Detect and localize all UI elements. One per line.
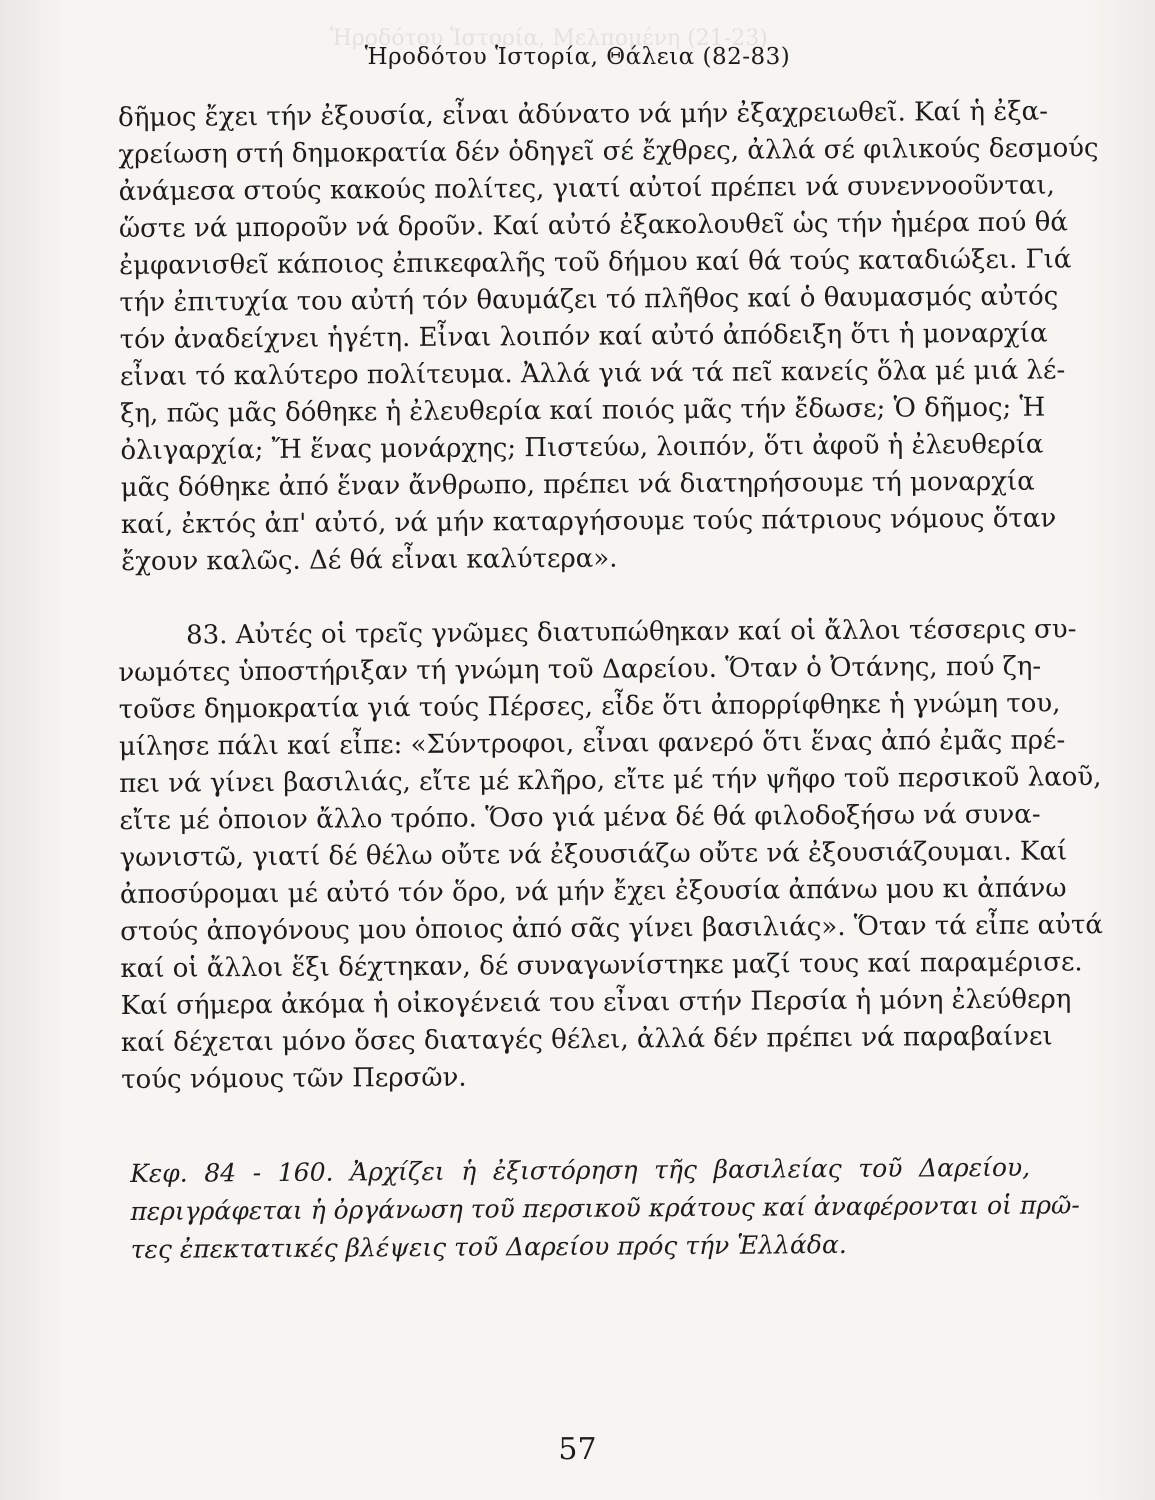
bleed-through-text: Ἡροδότου Ἱστορία, Μελπομένη (21-23) — [330, 26, 768, 51]
text-line: Καί σήμερα ἀκόμα ἡ οἰκογένειά του εἶναι στήν Περσία ἡ μόνη ἐλεύθερη — [120, 984, 1072, 1021]
text-line: ἐμφανισθεῖ κάποιος ἐπικεφαλῆς τοῦ δήμου καί θά τούς καταδιώξει. Γιά — [119, 244, 1072, 281]
text-line: ξη, πῶς μᾶς δόθηκε ἡ ἐλευθερία καί ποιός μᾶς τήν ἔδωσε; Ὁ δῆμος; Ἡ — [120, 392, 1046, 429]
text-line: στούς ἀπογόνους μου ὁποιος ἀπό σᾶς γίνει βασιλιάς». Ὅταν τά εἶπε αὐτά — [120, 910, 1103, 947]
text-line: Κεφ. 84 - 160. Ἀρχίζει ἡ ἐξιστόρηση τῆς βασιλείας τοῦ Δαρείου, — [130, 1152, 1031, 1188]
text-line: ἀποσύρομαι μέ αὐτό τόν ὅρο, νά μήν ἔχει ἐξουσία ἀπάνω μου κι ἀπάνω — [119, 873, 1067, 910]
text-line: καί, ἐκτός ἀπ' αὐτό, νά μήν καταργήσουμε τούς πάτριους νόμους ὅταν — [120, 503, 1057, 540]
text-line: χρείωση στή δημοκρατία δέν ὁδηγεῖ σέ ἔχθρες, ἀλλά σέ φιλικούς δεσμούς — [118, 133, 1099, 170]
text-line: 83. Αὐτές οἱ τρεῖς γνῶμες διατυπώθηκαν καί οἱ ἄλλοι τέσσερις συ- — [186, 614, 1077, 651]
text-line: καί οἱ ἄλλοι ἕξι δέχτηκαν, δέ συναγωνίστηκε μαζί τους καί παραμέρισε. — [120, 947, 1083, 984]
text-line: μᾶς δόθηκε ἀπό ἕναν ἄνθρωπο, πρέπει νά διατηρήσουμε τή μοναρχία — [120, 466, 1035, 503]
text-line: τες ἐπεκτατικές βλέψεις τοῦ Δαρείου πρός τήν Ἑλλάδα. — [130, 1229, 847, 1264]
text-line: εἴτε μέ ὁποιον ἄλλο τρόπο. Ὅσο γιά μένα δέ θά φιλοδοξήσω νά συνα- — [119, 799, 1041, 836]
running-head: Ἡροδότου Ἱστορία, Θάλεια (82-83) — [364, 44, 791, 70]
text-line: νωμότες ὑποστήριξαν τή γνώμη τοῦ Δαρείου. Ὅταν ὁ Ὀτάνης, πού ζη- — [118, 651, 1042, 688]
text-line: ὀλιγαρχία; Ἤ ἕνας μονάρχης; Πιστεύω, λοιπόν, ὅτι ἀφοῦ ἡ ἐλευθερία — [120, 429, 1044, 466]
text-line: περιγράφεται ἡ ὀργάνωση τοῦ περσικοῦ κράτους καί ἀναφέρονται οἱ πρῶ- — [130, 1190, 1080, 1226]
page-number: 57 — [558, 1432, 597, 1467]
chapter-summary-note — [130, 1149, 1080, 1269]
text-line: τόν ἀναδείχνει ἡγέτη. Εἶναι λοιπόν καί αὐτό ἀπόδειξη ὅτι ἡ μοναρχία — [119, 318, 1048, 355]
text-line: τοῦσε δημοκρατία γιά τούς Πέρσες, εἶδε ὅτι ἀπορρίφθηκε ἡ γνώμη του, — [118, 688, 1061, 725]
text-line: εἶναι τό καλύτερο πολίτευμα. Ἀλλά γιά νά τά πεῖ κανείς ὅλα μέ μιά λέ- — [119, 355, 1066, 392]
text-line: καί δέχεται μόνο ὅσες διαταγές θέλει, ἀλλά δέν πρέπει νά παραβαίνει — [120, 1021, 1053, 1058]
text-line: γωνιστῶ, γιατί δέ θέλω οὔτε νά ἐξουσιάζω οὔτε νά ἐξουσιάζουμαι. Καί — [119, 836, 1068, 873]
text-line: μίλησε πάλι καί εἶπε: «Σύντροφοι, εἶναι φανερό ὅτι ἕνας ἀπό ἐμᾶς πρέ- — [118, 725, 1066, 762]
text-line: τούς νόμους τῶν Περσῶν. — [121, 1062, 467, 1095]
paragraph-82-continuation — [118, 94, 1099, 581]
text-line: ὥστε νά μποροῦν νά δροῦν. Καί αὐτό ἐξακολουθεῖ ὡς τήν ἡμέρα πού θά — [118, 207, 1068, 244]
text-line: τήν ἐπιτυχία του αὐτή τόν θαυμάζει τό πλῆθος καί ὁ θαυμασμός αὐτός — [119, 281, 1059, 318]
text-line: δῆμος ἔχει τήν ἐξουσία, εἶναι ἀδύνατο νά μήν ἐξαχρειωθεῖ. Καί ἡ ἐξα- — [118, 96, 1049, 133]
paragraph-83 — [118, 612, 1103, 1099]
text-line: πει νά γίνει βασιλιάς, εἴτε μέ κλῆρο, εἴτε μέ τήν ψῆφο τοῦ περσικοῦ λαοῦ, — [119, 762, 1102, 799]
text-line: ἔχουν καλῶς. Δέ θά εἶναι καλύτερα». — [121, 543, 618, 577]
text-line: ἀνάμεσα στούς κακούς πολίτες, γιατί αὐτοί πρέπει νά συνεννοοῦνται, — [118, 170, 1055, 207]
